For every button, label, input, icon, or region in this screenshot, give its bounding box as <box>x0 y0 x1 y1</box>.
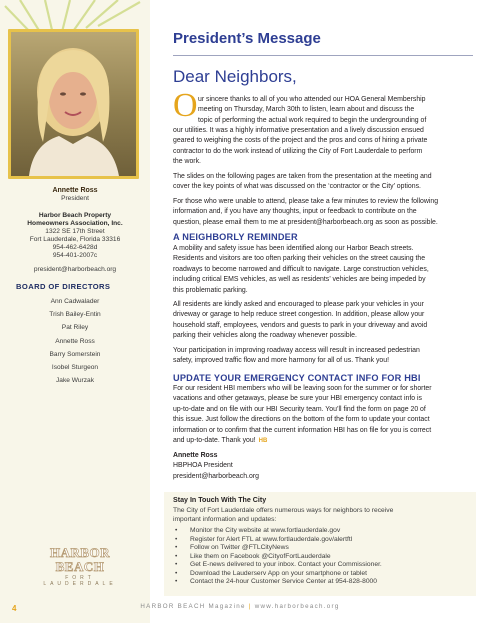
text-line: cover the key points of what was discussed on the ‘contractor or the City’ options. <box>173 183 421 191</box>
footer-magazine-name: HARBOR BEACH Magazine <box>140 603 246 610</box>
page-title: President’s Message <box>173 30 321 47</box>
text-line: vacations and other getaways, please be sure your HBI emergency contact info is <box>173 395 422 403</box>
paragraph-slides <box>173 172 432 193</box>
list-item-text[interactable]: Follow on Twitter @FTLCityNews <box>190 544 289 551</box>
text-line: our utilities. It was a highly informative presentation and a lively discussion ensued <box>173 127 424 134</box>
text-line <box>173 436 432 446</box>
association-city: Fort Lauderdale, Florida 33316 <box>29 236 121 243</box>
paragraph-emergency-contact <box>173 384 432 446</box>
section-heading-neighborly-reminder: A NEIGHBORLY REMINDER <box>173 232 298 242</box>
text-line: this issue. Just follow the directions on the bottom of the form to update your contact <box>173 416 430 424</box>
text-line: roadways to become narrowed and difficult to navigate. Large construction vehicles, <box>173 265 429 273</box>
board-member-list <box>0 295 150 387</box>
paragraph-feedback <box>173 197 438 228</box>
hb-end-mark: HB <box>258 438 268 445</box>
text-line: ur sincere thanks to all of you who attended our HOA General Membership <box>198 96 426 103</box>
title-divider <box>173 55 473 56</box>
logo-wordmark: HARBOR BEACH <box>49 545 111 574</box>
text-line: information or to confirm that the current information HBI has on file for you is correct <box>173 426 432 434</box>
section-heading-emergency-contact: UPDATE YOUR EMERGENCY CONTACT INFO FOR HBI <box>173 373 421 383</box>
list-item-text: Contact the 24-hour Customer Service Center at 954-828-8000 <box>190 578 377 585</box>
greeting: Dear Neighbors, <box>173 67 297 86</box>
list-item-text[interactable]: Like them on Facebook @CityofFortLauderdale <box>190 552 331 560</box>
bullet-icon: • <box>175 578 178 585</box>
text-line: For those who were unable to attend, please take a few minutes to review the following <box>173 198 439 205</box>
signature-block <box>173 451 259 482</box>
board-member: Trish Bailey-Entin <box>49 311 101 319</box>
city-box-title: Stay In Touch With The City <box>173 496 267 504</box>
footer-separator: | <box>248 603 252 610</box>
association-name-line1: Harbor Beach Property <box>38 212 112 219</box>
president-title: President <box>61 195 89 202</box>
text-line: The City of Fort Lauderdale offers numerous ways for neighbors to receive <box>173 507 394 514</box>
bullet-icon: • <box>175 535 178 543</box>
board-member: Ann Cadwalader <box>50 298 100 305</box>
text-line: safety, improved traffic flow and more harmony for all of us. Thank you! <box>173 357 390 365</box>
board-member: Isobel Sturgeon <box>51 363 99 371</box>
list-item <box>175 570 465 579</box>
text-line: question, please email them to me at president@harborbeach.org as soon as possible. <box>173 218 438 226</box>
text-line: information and, if you have any thoughts, input or feedback to contribute on the <box>173 208 417 216</box>
list-item-text[interactable]: Monitor the City website at www.fortlauderdale.gov <box>190 527 341 534</box>
text-line: contractor to do the work instead of utilizing the City of Fort Lauderdale to perform <box>173 147 423 155</box>
board-of-directors-heading: BOARD OF DIRECTORS <box>16 282 111 291</box>
president-photo <box>11 32 136 176</box>
president-name: Annette Ross <box>52 187 98 194</box>
logo-subtitle: FORT LAUDERDALE <box>43 575 117 587</box>
text-line: A mobility and safety issue has been identified along our Harbor Beach streets. <box>173 245 414 252</box>
harbor-beach-logo <box>26 546 134 587</box>
list-item <box>175 578 465 587</box>
city-contact-list <box>175 527 465 587</box>
list-item-text: Download the Lauderserv App on your smartphone or tablet <box>190 569 367 577</box>
paragraph-parking-issue <box>173 244 429 296</box>
president-photo-frame <box>8 29 139 179</box>
list-item <box>175 544 465 553</box>
bullet-icon: • <box>175 552 178 560</box>
text-line: up-to-date and on file with our HBI Security team. You’ll find the form on page 20 of <box>173 405 426 413</box>
text-line: topic of performing the actual work required to begin the undergrounding of <box>198 116 427 124</box>
board-member: Barry Somerstein <box>49 350 101 358</box>
text-line: the work. <box>173 158 201 166</box>
text-line: meeting on Thursday, March 30th to listen, learn about and discuss the <box>198 106 415 114</box>
text-line: household staff, employees, vendors and guests to park in your driveway and avoid <box>173 321 428 329</box>
association-fax: 954-401-2007c <box>52 252 98 259</box>
text-line: geared to weighing the costs of the project and the pros and cons of hiring a private <box>173 137 428 145</box>
text-line-end: and up-to-date. Thank you! <box>173 437 256 445</box>
text-line: parking their vehicles along the roadway whenever possible. <box>173 332 357 340</box>
association-phone: 954-462-6428d <box>52 244 98 251</box>
signature-title: HBPHOA President <box>173 462 233 470</box>
paragraph-participation <box>173 346 420 367</box>
list-item <box>175 561 465 570</box>
board-member: Pat Riley <box>61 324 89 332</box>
text-line: this problematic parking. <box>173 286 248 294</box>
text-line: Your participation in improving roadway access will result in increased pedestrian <box>173 347 420 354</box>
text-line: important information and updates: <box>173 515 277 523</box>
page-footer <box>0 603 480 610</box>
board-member: Annette Ross <box>55 337 95 345</box>
text-line: The slides on the following pages are taken from the presentation at the meeting and <box>173 173 432 180</box>
list-item-text[interactable]: Register for Alert FTL at www.fortlauderdale.gov/alertftl <box>190 535 353 543</box>
text-line: driveway or garage to help reduce street congestion. In addition, please allow your <box>173 311 425 319</box>
footer-url-link[interactable]: www.harborbeach.org <box>254 603 340 610</box>
bullet-icon: • <box>175 544 178 551</box>
association-email-link[interactable]: president@harborbeach.org <box>33 266 117 273</box>
signature-name: Annette Ross <box>173 452 218 459</box>
bullet-icon: • <box>175 527 178 534</box>
board-member: Jake Wurzak <box>56 377 94 385</box>
text-line: Residents and visitors are too often parking their vehicles on the street causing the <box>173 255 426 263</box>
text-line: For our resident HBI members who will be leaving soon for the summer or for shorter <box>173 385 432 392</box>
list-item <box>175 553 465 562</box>
paragraph-intro-indented <box>198 95 426 126</box>
city-box-intro <box>173 507 465 524</box>
bullet-icon: • <box>175 561 178 568</box>
association-name-line2: Homeowners Association, Inc. <box>27 220 123 227</box>
sidebar <box>0 0 150 623</box>
page-number: 4 <box>12 604 17 613</box>
association-address: 1322 SE 17th Street <box>45 228 105 235</box>
text-line: including critical EMS vehicles, as well as residents’ vehicles are being impeded by <box>173 276 426 284</box>
list-item <box>175 536 465 545</box>
list-item <box>175 527 465 536</box>
text-line: All residents are kindly asked and encouraged to please park your vehicles in your <box>173 301 424 308</box>
list-item-text: Get E-news delivered to your inbox. Contact your Commissioner. <box>190 561 382 568</box>
signature-email-link[interactable]: president@harborbeach.org <box>173 472 259 480</box>
paragraph-intro <box>173 126 427 168</box>
bullet-icon: • <box>175 569 178 577</box>
drop-cap: O <box>173 87 198 124</box>
paragraph-parking-request <box>173 300 427 342</box>
